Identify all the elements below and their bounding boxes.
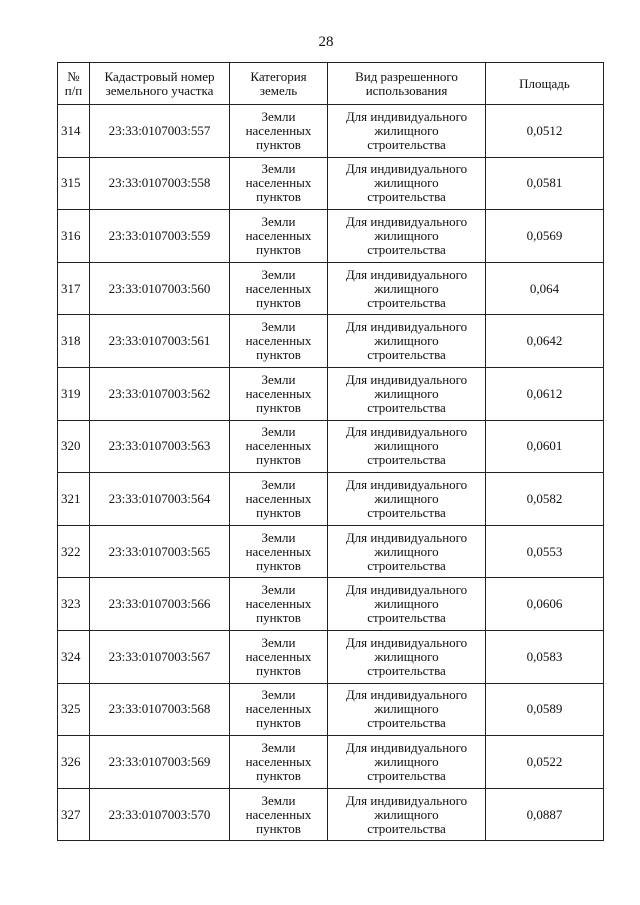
plot-area: 0,0581	[486, 157, 604, 210]
permitted-use	[328, 157, 486, 210]
land-category-line: пунктов	[256, 136, 301, 152]
permitted-use-line: жилищного	[374, 438, 439, 454]
land-category-line: населенных	[245, 333, 312, 349]
permitted-use-line: Для индивидуального	[345, 424, 468, 440]
cadastral-number: 23:33:0107003:562	[90, 367, 230, 420]
plot-area: 0,0612	[486, 367, 604, 420]
row-number: 326	[58, 736, 90, 789]
table-row	[58, 578, 604, 631]
row-number: 317	[58, 262, 90, 315]
permitted-use	[328, 367, 486, 420]
land-category	[230, 788, 328, 841]
land-category-line: пунктов	[256, 241, 301, 257]
table-row	[58, 788, 604, 841]
permitted-use-line: жилищного	[374, 385, 439, 401]
cadastral-number: 23:33:0107003:564	[90, 473, 230, 526]
land-category	[230, 105, 328, 158]
permitted-use	[328, 525, 486, 578]
permitted-use	[328, 105, 486, 158]
header-cadastral-line: Кадастровый номер	[104, 68, 215, 84]
row-number: 325	[58, 683, 90, 736]
table-header-row	[58, 63, 604, 105]
permitted-use-line: Для индивидуального	[345, 634, 468, 650]
land-category-line: пунктов	[256, 504, 301, 520]
land-category-line: населенных	[245, 227, 312, 243]
permitted-use-line: строительства	[367, 662, 446, 678]
header-cadastral-line: земельного участка	[105, 82, 214, 98]
table-row	[58, 683, 604, 736]
table-body	[58, 105, 604, 841]
land-category	[230, 210, 328, 263]
row-number: 320	[58, 420, 90, 473]
land-category-line: населенных	[245, 701, 312, 717]
permitted-use-line: жилищного	[374, 806, 439, 822]
permitted-use	[328, 736, 486, 789]
cadastral-number: 23:33:0107003:563	[90, 420, 230, 473]
plot-area: 0,0512	[486, 105, 604, 158]
row-number: 323	[58, 578, 90, 631]
row-number: 319	[58, 367, 90, 420]
land-category-line: пунктов	[256, 189, 301, 205]
land-category-line: Земли	[261, 687, 296, 703]
row-number: 314	[58, 105, 90, 158]
header-num-line: №	[67, 68, 80, 84]
permitted-use-line: строительства	[367, 452, 446, 468]
page-number: 28	[318, 34, 334, 50]
table-row	[58, 473, 604, 526]
permitted-use	[328, 420, 486, 473]
land-category	[230, 473, 328, 526]
permitted-use-line: жилищного	[374, 596, 439, 612]
permitted-use	[328, 210, 486, 263]
permitted-use-line: строительства	[367, 820, 446, 836]
table-row	[58, 525, 604, 578]
land-category-line: Земли	[261, 213, 296, 229]
land-category-line: пунктов	[256, 452, 301, 468]
land-category-line: Земли	[261, 266, 296, 282]
plot-area: 0,0583	[486, 630, 604, 683]
land-category-line: пунктов	[256, 347, 301, 363]
land-category-line: населенных	[245, 490, 312, 506]
row-number: 318	[58, 315, 90, 368]
permitted-use-line: Для индивидуального	[345, 476, 468, 492]
permitted-use	[328, 683, 486, 736]
permitted-use-line: строительства	[367, 610, 446, 626]
plot-area: 0,0522	[486, 736, 604, 789]
land-plots-table	[57, 62, 604, 841]
row-number: 324	[58, 630, 90, 683]
permitted-use-line: Для индивидуального	[345, 108, 468, 124]
land-category	[230, 367, 328, 420]
cadastral-number: 23:33:0107003:568	[90, 683, 230, 736]
permitted-use-line: жилищного	[374, 543, 439, 559]
permitted-use-line: строительства	[367, 294, 446, 310]
permitted-use-line: жилищного	[374, 648, 439, 664]
land-category	[230, 630, 328, 683]
land-category-line: населенных	[245, 753, 312, 769]
cadastral-number: 23:33:0107003:565	[90, 525, 230, 578]
header-num-line: п/п	[64, 82, 83, 98]
permitted-use-line: строительства	[367, 347, 446, 363]
plot-area: 0,0553	[486, 525, 604, 578]
land-category-line: пунктов	[256, 399, 301, 415]
plot-area: 0,0887	[486, 788, 604, 841]
permitted-use-line: Для индивидуального	[345, 582, 468, 598]
plot-area: 0,064	[486, 262, 604, 315]
land-category-line: населенных	[245, 175, 312, 191]
permitted-use-line: Для индивидуального	[345, 319, 468, 335]
cadastral-number: 23:33:0107003:558	[90, 157, 230, 210]
permitted-use	[328, 315, 486, 368]
row-number: 322	[58, 525, 90, 578]
permitted-use-line: Для индивидуального	[345, 161, 468, 177]
land-category-line: Земли	[261, 739, 296, 755]
table-row	[58, 630, 604, 683]
table-row	[58, 315, 604, 368]
permitted-use-line: жилищного	[374, 227, 439, 243]
header-use	[328, 63, 486, 105]
permitted-use-line: строительства	[367, 504, 446, 520]
table-row	[58, 210, 604, 263]
land-category-line: населенных	[245, 596, 312, 612]
row-number: 316	[58, 210, 90, 263]
cadastral-number: 23:33:0107003:561	[90, 315, 230, 368]
land-category-line: населенных	[245, 122, 312, 138]
land-category-line: Земли	[261, 529, 296, 545]
land-category-line: населенных	[245, 806, 312, 822]
permitted-use-line: Для индивидуального	[345, 213, 468, 229]
permitted-use-line: Для индивидуального	[345, 266, 468, 282]
cadastral-number: 23:33:0107003:570	[90, 788, 230, 841]
permitted-use	[328, 578, 486, 631]
land-category-line: пунктов	[256, 767, 301, 783]
permitted-use-line: строительства	[367, 557, 446, 573]
permitted-use-line: Для индивидуального	[345, 529, 468, 545]
cadastral-number: 23:33:0107003:557	[90, 105, 230, 158]
plot-area: 0,0606	[486, 578, 604, 631]
land-category-line: пунктов	[256, 294, 301, 310]
permitted-use-line: Для индивидуального	[345, 687, 468, 703]
cadastral-number: 23:33:0107003:559	[90, 210, 230, 263]
table-row	[58, 367, 604, 420]
permitted-use-line: строительства	[367, 715, 446, 731]
permitted-use	[328, 473, 486, 526]
table-row	[58, 420, 604, 473]
table-row	[58, 736, 604, 789]
row-number: 315	[58, 157, 90, 210]
land-category	[230, 578, 328, 631]
cadastral-number: 23:33:0107003:567	[90, 630, 230, 683]
land-category-line: Земли	[261, 634, 296, 650]
land-category-line: населенных	[245, 438, 312, 454]
land-category-line: населенных	[245, 648, 312, 664]
land-category-line: пунктов	[256, 557, 301, 573]
header-cadastral	[90, 63, 230, 105]
permitted-use-line: жилищного	[374, 333, 439, 349]
permitted-use-line: жилищного	[374, 175, 439, 191]
land-category-line: населенных	[245, 543, 312, 559]
land-category-line: пунктов	[256, 820, 301, 836]
plot-area: 0,0582	[486, 473, 604, 526]
land-category-line: населенных	[245, 280, 312, 296]
permitted-use-line: строительства	[367, 136, 446, 152]
header-category	[230, 63, 328, 105]
land-category-line: Земли	[261, 582, 296, 598]
permitted-use	[328, 630, 486, 683]
land-category-line: пунктов	[256, 662, 301, 678]
header-area: Площадь	[486, 63, 604, 105]
land-category-line: Земли	[261, 476, 296, 492]
table-row	[58, 262, 604, 315]
cadastral-number: 23:33:0107003:566	[90, 578, 230, 631]
permitted-use-line: жилищного	[374, 122, 439, 138]
permitted-use-line: жилищного	[374, 701, 439, 717]
permitted-use	[328, 788, 486, 841]
land-category	[230, 262, 328, 315]
header-category-line: Категория	[250, 68, 307, 84]
row-number: 321	[58, 473, 90, 526]
land-category-line: пунктов	[256, 610, 301, 626]
permitted-use-line: строительства	[367, 767, 446, 783]
permitted-use-line: жилищного	[374, 280, 439, 296]
permitted-use-line: Для индивидуального	[345, 739, 468, 755]
header-category-line: земель	[259, 82, 298, 98]
land-category	[230, 157, 328, 210]
land-category-line: Земли	[261, 161, 296, 177]
table-row	[58, 157, 604, 210]
permitted-use	[328, 262, 486, 315]
land-category-line: Земли	[261, 108, 296, 124]
plot-area: 0,0569	[486, 210, 604, 263]
plot-area: 0,0642	[486, 315, 604, 368]
cadastral-number: 23:33:0107003:560	[90, 262, 230, 315]
land-category	[230, 420, 328, 473]
land-category	[230, 683, 328, 736]
land-category	[230, 315, 328, 368]
land-category-line: Земли	[261, 424, 296, 440]
permitted-use-line: Для индивидуального	[345, 792, 468, 808]
land-category-line: населенных	[245, 385, 312, 401]
permitted-use-line: жилищного	[374, 753, 439, 769]
land-category-line: пунктов	[256, 715, 301, 731]
permitted-use-line: жилищного	[374, 490, 439, 506]
cadastral-number: 23:33:0107003:569	[90, 736, 230, 789]
row-number: 327	[58, 788, 90, 841]
header-use-line: Вид разрешенного	[355, 68, 458, 84]
table-row	[58, 105, 604, 158]
permitted-use-line: Для индивидуального	[345, 371, 468, 387]
permitted-use-line: строительства	[367, 241, 446, 257]
plot-area: 0,0589	[486, 683, 604, 736]
land-category-line: Земли	[261, 792, 296, 808]
land-category	[230, 525, 328, 578]
plot-area: 0,0601	[486, 420, 604, 473]
land-category-line: Земли	[261, 371, 296, 387]
permitted-use-line: строительства	[367, 189, 446, 205]
header-use-line: использования	[365, 82, 448, 98]
land-category	[230, 736, 328, 789]
header-num	[58, 63, 90, 105]
land-category-line: Земли	[261, 319, 296, 335]
permitted-use-line: строительства	[367, 399, 446, 415]
